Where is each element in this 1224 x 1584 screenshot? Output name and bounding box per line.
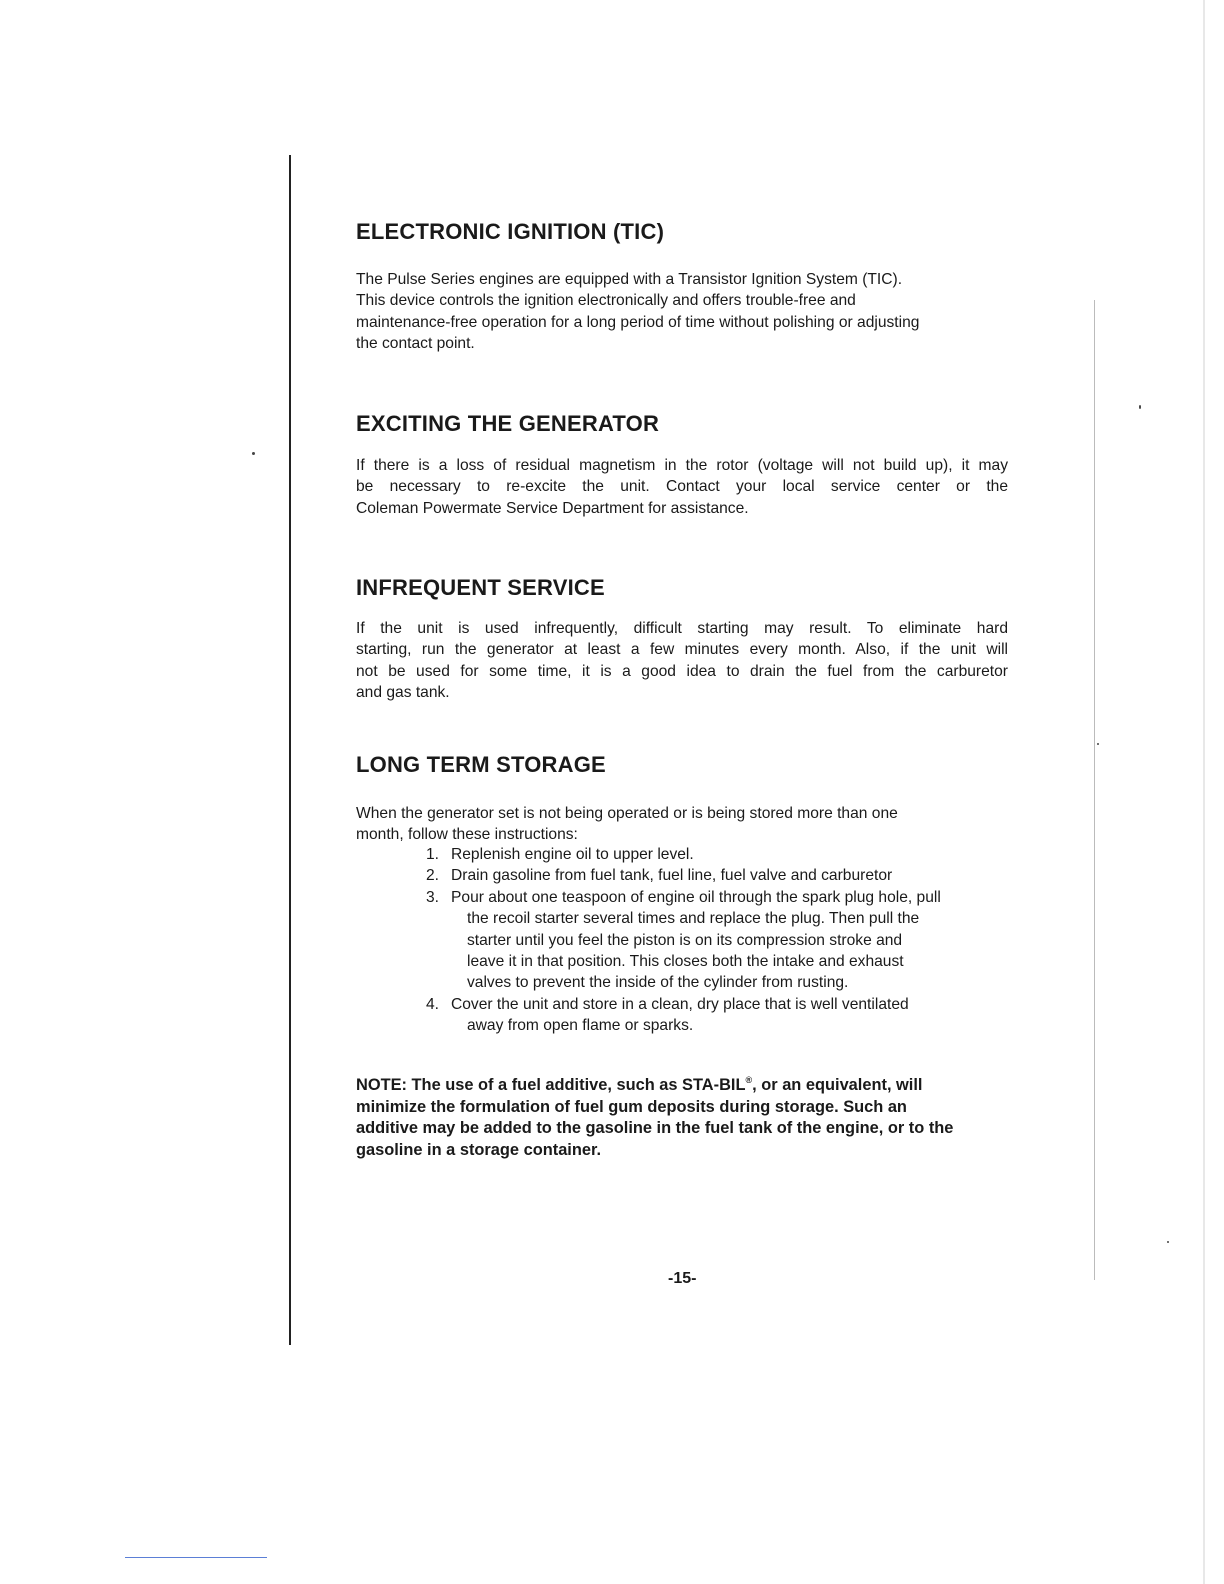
body-line: and gas tank. [356, 684, 450, 702]
list-item [426, 994, 1006, 1037]
step-line: leave it in that position. This closes both the intake and exhaust [467, 953, 904, 971]
step-number: 2. [426, 867, 440, 885]
list-item [426, 887, 1006, 994]
body-line: This device controls the ignition electronically and offers trouble-free and [356, 292, 856, 310]
note-line [356, 1075, 1016, 1097]
section-body-long-term-storage [356, 803, 1008, 846]
note-line: minimize the formulation of fuel gum deposits during storage. Such an [356, 1097, 907, 1116]
body-line: maintenance-free operation for a long period of time without polishing or adjusting [356, 313, 920, 331]
bottom-edge-mark [125, 1557, 267, 1558]
page-edge-shadow [1203, 0, 1205, 1584]
step-line: Pour about one teaspoon of engine oil through the spark plug hole, pull [451, 888, 941, 906]
step-line: the recoil starter several times and replace the plug. Then pull the [467, 910, 920, 928]
body-line: not be used for some time, it is a good idea to drain the fuel from the carburetor [356, 662, 1008, 680]
note-text: NOTE: The use of a fuel additive, such as STA-BIL [356, 1076, 746, 1094]
body-line: month, follow these instructions: [356, 826, 578, 844]
body-line: When the generator set is not being operated or is being stored more than one [356, 805, 898, 822]
page-number: -15- [668, 1270, 697, 1287]
section-title-long-term-storage: LONG TERM STORAGE [356, 752, 606, 777]
section-body-electronic-ignition [356, 269, 1008, 355]
step-line: away from open flame or sparks. [467, 1017, 694, 1035]
binding-margin-line [289, 155, 291, 1345]
list-item [426, 844, 1006, 865]
note-line: gasoline in a storage container. [356, 1140, 602, 1159]
step-number: 1. [426, 846, 440, 863]
scan-speck [1097, 743, 1099, 745]
scan-speck [1139, 405, 1141, 409]
note-text: , or an equivalent, will [752, 1076, 923, 1094]
body-line: The Pulse Series engines are equipped with a Transistor Ignition System (TIC). [356, 271, 903, 288]
registered-mark: ® [745, 1075, 753, 1085]
section-body-exciting-generator [356, 455, 1008, 519]
body-line: starting, run the generator at least a few minutes every month. Also, if the unit will [356, 641, 1008, 659]
step-line: Cover the unit and store in a clean, dry place that is well ventilated [451, 995, 909, 1013]
storage-steps-list [426, 844, 1006, 1037]
section-title-electronic-ignition: ELECTRONIC IGNITION (TIC) [356, 219, 665, 244]
body-line: be necessary to re-excite the unit. Contact your local service center or the [356, 478, 1008, 496]
fuel-additive-note [356, 1075, 1016, 1161]
section-body-infrequent-service [356, 618, 1008, 704]
body-line: Coleman Powermate Service Department for assistance. [356, 499, 749, 517]
step-line: valves to prevent the inside of the cylinder from rusting. [467, 974, 849, 992]
step-line: starter until you feel the piston is on its compression stroke and [467, 931, 903, 949]
list-item [426, 865, 1006, 886]
body-line: the contact point. [356, 335, 475, 353]
scan-speck [252, 452, 255, 455]
step-line: Replenish engine oil to upper level. [451, 846, 694, 863]
note-line: additive may be added to the gasoline in the fuel tank of the engine, or to the [356, 1119, 954, 1137]
step-number: 3. [426, 888, 440, 906]
right-margin-line [1094, 300, 1095, 1280]
scan-speck [1167, 1241, 1169, 1243]
body-line: If there is a loss of residual magnetism in the rotor (voltage will not build up), it may [356, 457, 1008, 474]
section-title-exciting-generator: EXCITING THE GENERATOR [356, 411, 660, 436]
step-line: Drain gasoline from fuel tank, fuel line, fuel valve and carburetor [451, 867, 893, 885]
section-title-infrequent-service: INFREQUENT SERVICE [356, 575, 605, 600]
body-line: If the unit is used infrequently, difficult starting may result. To eliminate hard [356, 620, 1008, 637]
step-number: 4. [426, 995, 440, 1013]
